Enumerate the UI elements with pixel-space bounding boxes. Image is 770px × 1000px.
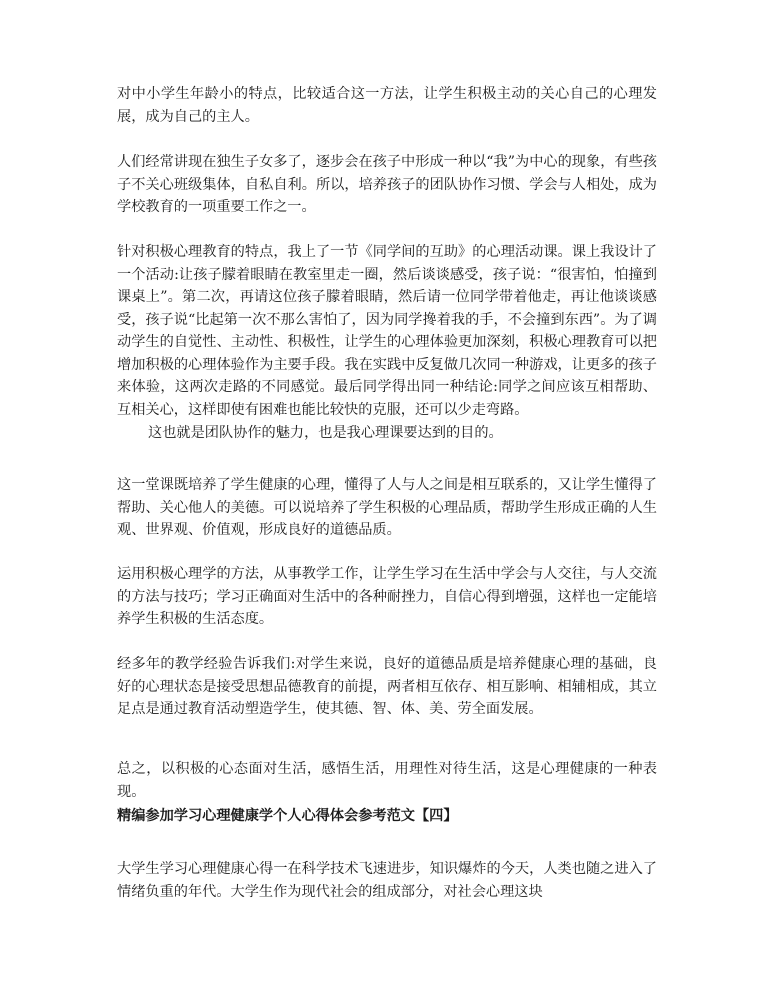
paragraph-7: 经多年的教学经验告诉我们:对学生来说，良好的道德品质是培养健康心理的基础，良好的心理状态是接受思想品德教育的前提，两者相互依存、相互影响、相辅相成，其立足点是通过教育活动塑造学生，使其德、智、体、美、劳全面发展。 bbox=[117, 656, 657, 717]
paragraph-2: 人们经常讲现在独生子女多了，逐步会在孩子中形成一种以“我”为中心的现象，有些孩子不关心班级集体，自私自利。所以，培养孩子的团队协作习惯、学会与人相处，成为学校教育的一项重要工作之一。 bbox=[117, 154, 657, 215]
paragraph-8: 总之，以积极的心态面对生活，感悟生活，用理性对待生活，这是心理健康的一种表现。 bbox=[117, 761, 657, 800]
section-heading: 精编参加学习心理健康学个人心得体会参考范文【四】 bbox=[117, 808, 458, 824]
paragraph-9: 大学生学习心理健康心得一在科学技术飞速进步，知识爆炸的今天，人类也随之进入了情绪负重的年代。大学生作为现代社会的组成部分，对社会心理这块 bbox=[117, 861, 657, 900]
paragraph-4: 这也就是团队协作的魅力，也是我心理课要达到的目的。 bbox=[148, 425, 503, 441]
paragraph-5: 这一堂课既培养了学生健康的心理，懂得了人与人之间是相互联系的，又让学生懂得了帮助、关心他人的美德。可以说培养了学生积极的心理品质，帮助学生形成正确的人生观、世界观、价值观，形成良好的道德品质。 bbox=[117, 477, 657, 538]
paragraph-3: 针对积极心理教育的特点，我上了一节《同学间的互助》的心理活动课。课上我设计了一个活动:让孩子朦着眼睛在教室里走一圈，然后谈谈感受，孩子说：“很害怕，怕撞到课桌上”。第二次，再请这位孩子朦着眼睛，然后请一位同学带着他走，再让他谈谈感受，孩子说“比起第一次不那么害怕了，因为同学搀着我的手，不会撞到东西”。为了调动学生的自觉性、主动性、积极性，让学生的心理体验更加深刻，积极心理教育可以把增加积极的心理体验作为主要手段。我在实践中反复做几次同一种游戏，让更多的孩子来体验，这两次走路的不同感觉。最后同学得出同一种结论:同学之间应该互相帮助、互相关心，这样即使有困难也能比较快的克服，还可以少走弯路。 bbox=[117, 244, 657, 418]
paragraph-6: 运用积极心理学的方法，从事教学工作，让学生学习在生活中学会与人交往，与人交流的方法与技巧；学习正确面对生活中的各种耐挫力，自信心得到增强，这样也一定能培养学生积极的生活态度。 bbox=[117, 566, 657, 627]
paragraph-1: 对中小学生年龄小的特点，比较适合这一方法，让学生积极主动的关心自己的心理发展，成为自己的主人。 bbox=[117, 86, 657, 125]
